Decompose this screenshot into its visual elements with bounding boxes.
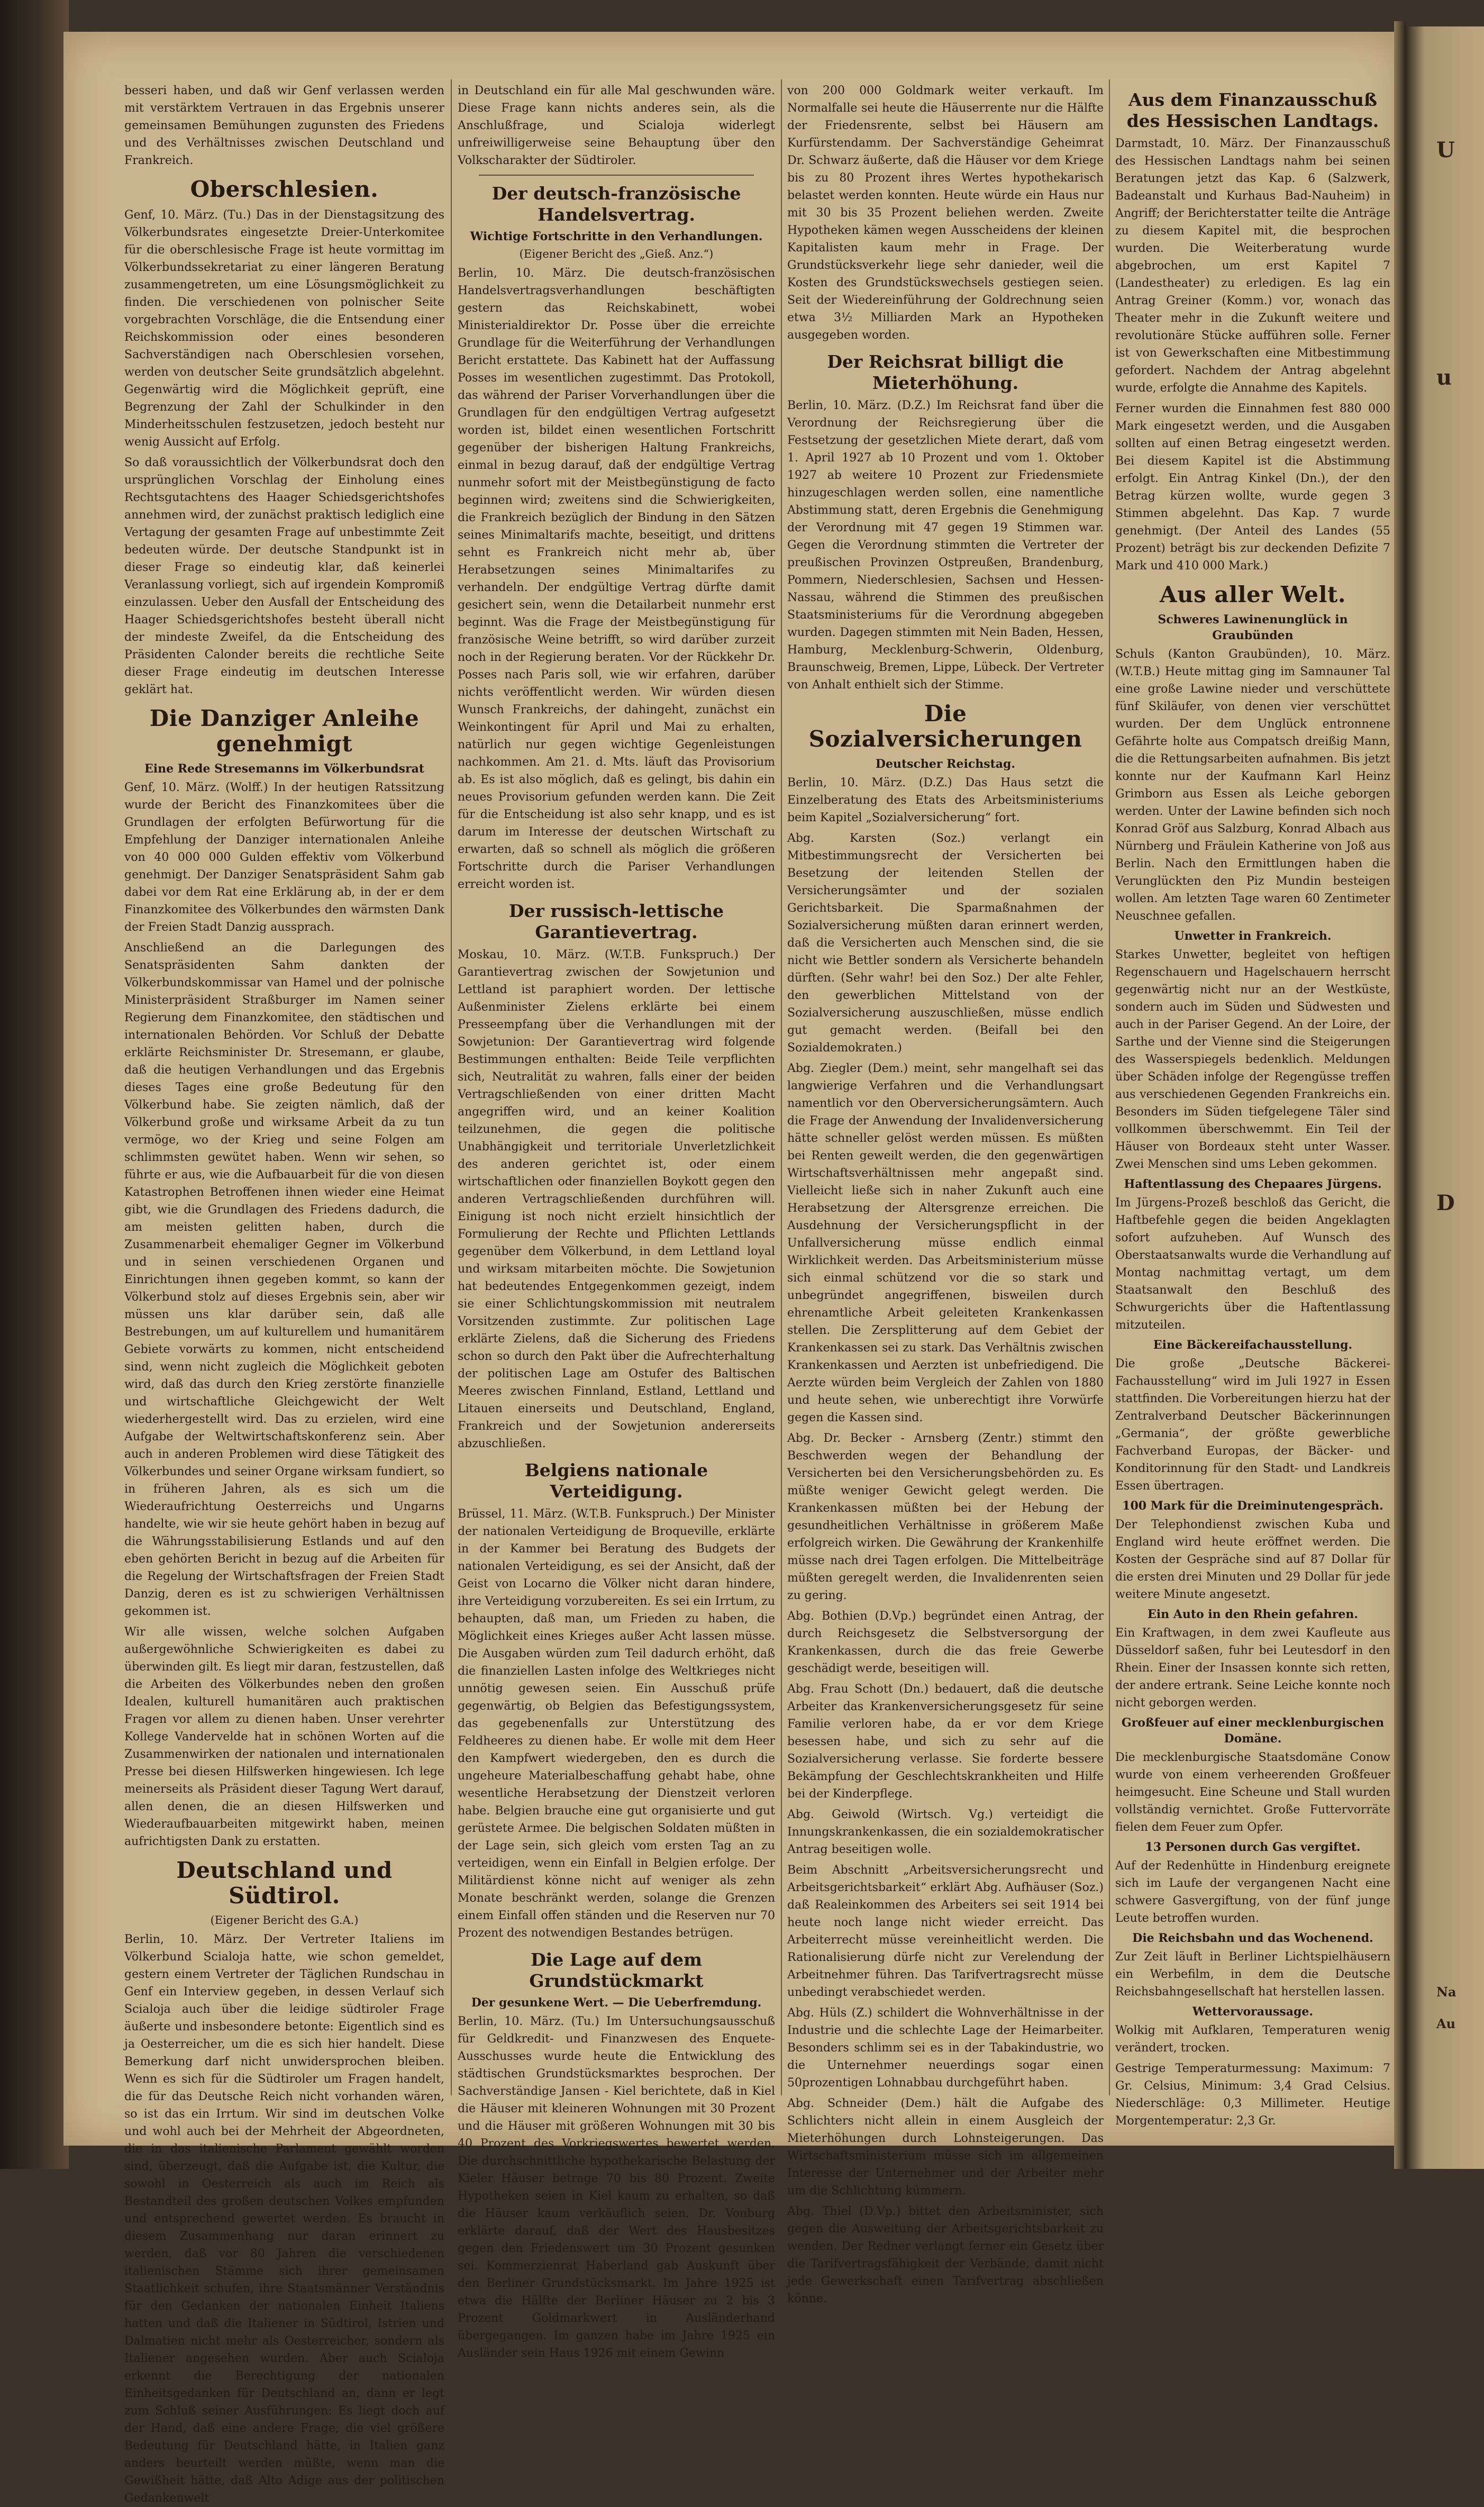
column-3 bbox=[787, 82, 1104, 2305]
article-subheadline: 13 Personen durch Gas vergiftet. bbox=[1145, 1840, 1361, 1854]
article-paragraph: Ein Kraftwagen, in dem zwei Kaufleute aus Düsseldorf saßen, fuhr bei Leutesdorf in den Rhein. Einer der Insassen konnte sich retten, der andere ertrank. Seine Leiche konnte noch nicht geborgen werden. bbox=[1115, 1627, 1390, 1710]
article-paragraph: Abg. Karsten (Soz.) verlangt ein Mitbestimmungsrecht der Versicherten bei Besetzung der leitenden Stellen der Versicherungsämter und der sozialen Gerichtsbarkeit. Die Sparmaßnahmen der Sozialversicherung müßten daran erinnert werden, daß die Versicherten auch Menschen sind, die sie nicht wie Bettler sondern als Versicherte behandeln dürften. (Sehr wahr! bei den Soz.) Der alte Fehler, den gewerblichen Mittelstand von der Sozialversicherung auszuschließen, müsse endlich gut gemacht werden. (Beifall bei den Sozialdemokraten.) bbox=[787, 832, 1104, 1055]
article-paragraph: Starkes Unwetter, begleitet von heftigen Regenschauern und Hagelschauern herrscht gegenwärtig nicht nur an der Westküste, sondern auch im Süden und Südwesten und auch in der Pariser Gegend. An der Loire, der Sarthe und der Vienne sind die Steigerungen des Wasserspiegels bedenklich. Meldungen über Schäden infolge der Regengüsse treffen aus verschiedenen Gegenden Frankreichs ein. Besonders im Süden tiefgelegene Täler sind vollkommen überschwemmt. Ein Teil der Häuser von Bordeaux steht unter Wasser. Zwei Menschen sind ums Leben gekommen. bbox=[1115, 948, 1390, 1171]
article-subheadline: Ein Auto in den Rhein gefahren. bbox=[1147, 1607, 1358, 1621]
article-paragraph: Abg. Thiel (D.Vp.) bittet den Arbeitsminister, sich gegen die Ausweitung der Arbeitsgerichtsbarkeit zu wenden. Der Redner verlangt ferner ein Gesetz über die Tarifvertragsfähigkeit der Verbände, damit nicht jede Gewerkschaft einen Tarifvertrag abschließen könne. bbox=[787, 2205, 1104, 2305]
article-paragraph: Abg. Frau Schott (Dn.) bedauert, daß die deutsche Arbeiter das Krankenversicherungsgesetz für seine Familie verloren habe, da er vor dem Kriege besessen habe, und sich zu sehr auf die Sozialversicherung verlasse. Sie forderte bessere Bekämpfung der Geschlechtskrankheiten und Hilfe bei der Kinderpflege. bbox=[787, 1683, 1104, 1801]
article-headline: Der deutsch-französische Handelsvertrag. bbox=[491, 183, 741, 225]
article-paragraph: So daß voraussichtlich der Völkerbundsrat doch den ursprünglichen Vorschlag der Einholung eines Rechtsgutachtens des Haager Schiedsgerichtshofes annehmen wird, der zunächst praktisch lediglich eine Vertagung der gesamten Frage auf unbestimmte Zeit bedeuten würde. Der deutsche Standpunkt ist in dieser Frage so eindeutig klar, daß keinerlei Veranlassung vorliegt, sich auf irgendein Kompromiß einzulassen. Ueber den Ausfall der Entscheidung des Haager Schiedsgerichtshofes besteht überall nicht der mindeste Zweifel, da die Entscheidung des Präsidenten Calonder bereits die rechtliche Seite dieser Frage eindeutig im deutschen Interesse geklärt hat. bbox=[124, 456, 444, 696]
strip-fragment: U bbox=[1436, 138, 1455, 162]
article-headline: Oberschlesien. bbox=[190, 176, 379, 202]
article-paragraph: Darmstadt, 10. März. Der Finanzausschuß des Hessischen Landtags nahm bei seinen Beratungen jetzt das Kap. 6 (Salzwerk, Badeanstalt und Kurhaus Bad-Nauheim) in Angriff; der Berichterstatter teilte die Anträge zu diesem Kapitel mit, die besprochen wurden. Die Weiterberatung wurde abgebrochen, um erst Kapitel 7 (Landestheater) zu erledigen. Es lag ein Antrag Greiner (Komm.) vor, wonach das Theater mehr in die Zukunft weitere und revolutionäre Stücke aufführen solle. Ferner ist von Gewerkschaften eine Mitbestimmung gefordert. Nachdem der Antrag abgelehnt wurde, erfolgte die Annahme des Kapitels. bbox=[1115, 137, 1390, 395]
article-headline: Aus dem Finanzausschuß des Hessischen Landtags. bbox=[1126, 89, 1379, 131]
article-paragraph: in Deutschland ein für alle Mal geschwunden wäre. Diese Frage kann nichts anderes sein, als die Anschlußfrage, und Scialoja widerlegt unfreiwilligerweise seine Behauptung über den Volkscharakter der Südtiroler. bbox=[458, 84, 775, 167]
article-paragraph: von 200 000 Goldmark weiter verkauft. Im Normalfalle sei heute die Häuserrente nur die Hälfte der Friedensrente, selbst bei Häusern am Kurfürstendamm. Der Sachverständige Geheimrat Dr. Schwarz äußerte, daß die Häuser vor dem Kriege bis zu 80 Prozent ihres Wertes hypothekarisch belastet werden konnten. Heute würde ein Haus nur mit 30 bis 35 Prozent beliehen werden. Zweite Hypotheken kämen wegen Ausscheidens der kleinen Kapitalisten kaum mehr in Frage. Der Grundstücksverkehr liege sehr danieder, weil die Kosten des Grundstückswechsels gestiegen seien. Seit der Wiedereinführung der Goldrechnung seien etwa 3½ Milliarden Mark an Hypotheken ausgegeben worden. bbox=[787, 84, 1104, 342]
strip-fragment: Na bbox=[1436, 1984, 1456, 2000]
article-subheadline: Unwetter in Frankreich. bbox=[1174, 929, 1332, 943]
article-paragraph: Abg. Schneider (Dem.) hält die Aufgabe des Schlichters nicht allein in einem Ausgleich der Mieterhöhungen durch Lohnsteigerungen. Das Wirtschaftsministerium müsse sich im allgemeinen Interesse der Unternehmer und der Arbeiter mehr um die Schlichtung kümmern. bbox=[787, 2097, 1104, 2197]
article-paragraph: Abg. Geiwold (Wirtsch. Vg.) verteidigt die Innungskrankenkassen, die ein sozialdemokratischer Antrag beseitigen wolle. bbox=[787, 1808, 1104, 1856]
article-subheadline: 100 Mark für die Dreiminutengespräch. bbox=[1122, 1499, 1383, 1513]
article-paragraph: Abg. Ziegler (Dem.) meint, sehr mangelhaft sei das langwierige Verfahren und die Verhandlungsart namentlich vor den Oberversicherungsämtern. Auch die Frage der Anwendung der Invalidenversicherung hätte schneller gelöst werden müssen. Es müßten bei Renten geweilt werden, die den gegenwärtigen Wirtschaftsverhältnissen mehr angepaßt sind. Vielleicht ließe sich in naher Zukunft auch eine Herabsetzung der Altersgrenze erreichen. Die Ausdehnung der Versicherungspflicht in der Unfallversicherung müsse endlich einmal Wirklichkeit werden. Das Arbeitsministerium müsse sich einmal schützend vor die so stark und unbegründet angegriffenen, bisweilen durch ehrenamtliche Arbeit geleiteten Krankenkassen stellen. Die Zersplitterung auf dem Gebiet der Krankenkassen sei zu stark. Das Verhältnis zwischen Krankenkassen und Aerzten ist unbefriedigend. Die Aerzte würden beim Vergleich der Zahlen von 1880 und heute sehen, wie unberechtigt ihre Vorwürfe gegen die Kassen sind. bbox=[787, 1062, 1104, 1424]
article-divider bbox=[479, 175, 754, 176]
scan-shadow-left bbox=[0, 0, 69, 2169]
article-paragraph: Abg. Hüls (Z.) schildert die Wohnverhältnisse in der Industrie und die schlechte Lage der Heimarbeiter. Besonders schlimm sei es in der Tabakindustrie, wo die Unternehmer neuerdings sogar einen 50prozentigen Lohnabbau durchgeführt haben. bbox=[787, 2006, 1104, 2090]
article-paragraph: besseri haben, und daß wir Genf verlassen werden mit verstärktem Vertrauen in das Ergebnis unserer gemeinsamen Bemühungen zugunsten des Friedens und des Verhältnisses zwischen Deutschland und Frankreich. bbox=[124, 84, 444, 167]
article-subheadline: Der gesunkene Wert. — Die Ueberfremdung. bbox=[471, 1996, 762, 2010]
column-rule bbox=[1109, 79, 1110, 2095]
article-paragraph: Gestrige Temperaturmessung: Maximum: 7 Gr. Celsius, Minimum: 3,4 Grad Celsius. Niederschläge: 0,3 Millimeter. Heutige Morgentemperatur: 2,3 Gr. bbox=[1115, 2062, 1390, 2128]
article-subheadline: Eine Rede Stresemanns im Völkerbundsrat bbox=[144, 762, 425, 776]
article-headline: Belgiens nationale Verteidigung. bbox=[524, 1460, 708, 1502]
article-paragraph: Brüssel, 11. März. (W.T.B. Funkspruch.) Der Minister der nationalen Verteidigung de Broqueville, erklärte in der Kammer bei Beratung des Budgets der nationalen Verteidigung, es sei der Ansicht, daß der Geist von Locarno die Völker nicht daran hindere, ihre Verteidigung vorzubereiten. Es sei ein Irrtum, zu behaupten, daß man, um Frieden zu haben, die Möglichkeit eines Krieges außer Acht lassen müsse. Die Ausgaben würden zum Teil dadurch erhöht, daß die finanziellen Lasten infolge des Weltkrieges nicht unnötig gewesen seien. Ein Ausschuß prüfe gegenwärtig, ob Belgien das Befestigungssystem, das gegebenenfalls zur Unterstützung des Feldheeres zu dienen habe. Er wolle mit dem Heer den Kampfwert wiedergeben, den es durch die ungeheure Materialbeschaffung gehabt habe, ohne wesentliche Herabsetzung der Dienstzeit verloren habe. Belgien brauche eine gut organisierte und gut gerüstete Armee. Die belgischen Soldaten müßten in der Lage sein, sich gleich vom ersten Tag an zu verteidigen, wenn ein Einfall in Belgien erfolge. Der Militärdienst könne nicht auf weniger als zehn Monate beschränkt werden, solange die Grenzen einem Einfall offen ständen und die Reserven nur 70 Prozent des notwendigen Bestandes betrügen. bbox=[458, 1507, 775, 1940]
article-paragraph: Schuls (Kanton Graubünden), 10. März. (W.T.B.) Heute mittag ging im Samnauner Tal eine große Lawine nieder und verschüttete fünf Skiläufer, von denen vier verschüttet wurden. Der dem Unglück entronnene Gefährte holte aus Compatsch dreißig Mann, die die Rettungsarbeiten aufnahmen. Bis jetzt konnte nur der Kaufmann Karl Heinz Grimborn aus Essen als Leiche geborgen werden. Unter der Lawine befinden sich noch Konrad Gröf aus Salzburg, Konrad Albach aus Nürnberg und Fräulein Katherine von Joß aus Berlin. Nach den Ermittlungen haben die Verunglückten den Piz Mundin besteigen wollen. Am letzten Tage waren 60 Zentimeter Neuschnee gefallen. bbox=[1115, 648, 1390, 923]
article-paragraph: Die große „Deutsche Bäckerei-Fachausstellung“ wird im Juli 1927 in Essen stattfinden. Die Vorbereitungen hierzu hat der Zentralverband Deutscher Bäckerinnungen „Germania“, der größte gewerbliche Fachverband Europas, der Bäcker- und Konditorinnung für den Stadt- und Landkreis Essen übertragen. bbox=[1115, 1357, 1390, 1493]
article-subheadline: Die Reichsbahn und das Wochenend. bbox=[1132, 1931, 1373, 1945]
article-subheadline: Eine Bäckereifachausstellung. bbox=[1153, 1338, 1353, 1352]
article-paragraph: Ferner wurden die Einnahmen fest 880 000 Mark eingesetzt werden, und die Ausgaben sollten auf einen Betrag eingesetzt werden. Bei diesem Kapitel ist die Abstimmung erfolgt. Ein Antrag Kinkel (Dn.), der den Betrag kürzen wollte, wurde gegen 3 Stimmen abgelehnt. Das Kap. 7 wurde genehmigt. (Der Anteil des Landes (55 Prozent) beträgt bis zur deckenden Defizite 7 Mark und 410 000 Mark.) bbox=[1115, 402, 1390, 573]
article-byline: (Eigener Bericht des G.A.) bbox=[210, 1914, 359, 1927]
article-byline: (Eigener Bericht des „Gieß. Anz.“) bbox=[519, 248, 714, 260]
article-paragraph: Beim Abschnitt „Arbeitsversicherungsrecht und Arbeitsgerichtsbarkeit“ erklärt Abg. Aufhäuser (Soz.) daß Realeinkommen des Arbeiters sei seit 1914 bei heute noch lange nicht wieder erreicht. Das Arbeiterrecht müsse vereinheitlicht werden. Die Rationalisierung dürfe nicht zur Verelendung der Arbeitnehmer führen. Das Tarifvertragsrecht müsse unbedingt verabschiedet werden. bbox=[787, 1864, 1104, 1999]
article-headline: Der russisch-lettische Garantievertrag. bbox=[508, 901, 724, 942]
strip-fragment: D bbox=[1436, 1191, 1455, 1215]
article-headline: Die Lage auf dem Grundstückmarkt bbox=[529, 1949, 704, 1991]
article-paragraph: Genf, 10. März. (Tu.) Das in der Dienstagsitzung des Völkerbundsrates eingesetzte Dreier-Unterkomitee für die oberschlesische Frage ist heute vormittag im Völkerbundssekretariat zu einer längeren Beratung zusammengetreten, um eine Lösungsmöglichkeit zu finden. Die verschiedenen von polnischer Seite vorgebrachten Vorschläge, die die Entsendung einer Reichskommission oder eines besonderen Sachverständigen nach Oberschlesien vorsehen, werden von deutscher Seite grundsätzlich abgelehnt. Gegenwärtig wird die Möglichkeit geprüft, eine Begrenzung der Zahl der Schulkinder in den Minderheitsschulen festzusetzen, jedoch besteht nur wenig Aussicht auf Erfolg. bbox=[124, 208, 444, 449]
article-paragraph: Moskau, 10. März. (W.T.B. Funkspruch.) Der Garantievertrag zwischen der Sowjetunion und Lettland ist paraphiert worden. Der lettische Außenminister Zielens erklärte bei einem Presseempfang über die Verhandlungen mit der Sowjetunion: Der Garantievertrag wird folgende Bestimmungen enthalten: Beide Teile verpflichten sich, Neutralität zu wahren, falls einer der beiden Vertragschließenden von einer dritten Macht angegriffen wird, und an keiner Koalition teilzunehmen, die gegen die politische Unabhängigkeit und territoriale Unverletzlichkeit des anderen gerichtet ist, oder einem wirtschaftlichen oder finanziellen Boykott gegen den anderen Vertragschließenden durchführen will. Einigung ist noch nicht erzielt hinsichtlich der Formulierung der Rechte und Pflichten Lettlands gegenüber dem Völkerbund, in dem Lettland loyal und wirksam mitarbeiten möchte. Die Sowjetunion hat bedeutendes Entgegenkommen gezeigt, indem sie einer Schlichtungskommission mit neutralem Vorsitzenden zustimmte. Zur politischen Lage erklärte Zielens, daß die Sicherung des Friedens schon so durch den Pakt über die Aufrechterhaltung der politischen Lage am Ostufer des Baltischen Meeres zwischen Finnland, Estland, Lettland und Litauen einerseits und Deutschland, England, Frankreich und der Sowjetunion andererseits abzuschließen. bbox=[458, 948, 775, 1450]
article-paragraph: Genf, 10. März. (Wolff.) In der heutigen Ratssitzung wurde der Bericht des Finanzkomitees über die Grundlagen der erfolgten Befürwortung für die Empfehlung der Danziger internationalen Anleihe von 40 000 000 Gulden effektiv vom Völkerbund genehmigt. Der Danziger Senatspräsident Sahm gab dabei vor dem Rat eine Erklärung ab, in der er dem Finanzkomitee des Völkerbundes den wärmsten Dank der Freien Stadt Danzig aussprach. bbox=[124, 781, 444, 934]
article-headline: Die Danziger Anleihe genehmigt bbox=[149, 705, 420, 757]
column-2 bbox=[458, 82, 775, 2360]
article-headline: Der Reichsrat billigt die Mieterhöhung. bbox=[827, 351, 1064, 393]
article-paragraph: Berlin, 10. März. Die deutsch-französischen Handelsvertragsverhandlungen beschäftigten gestern das Reichskabinett, wobei Ministerialdirektor Dr. Posse über die erreichte Grundlage für die Weiterführung der Verhandlungen Bericht erstattete. Das Kabinett hat der Auffassung Posses im wesentlichen zugestimmt. Das Protokoll, das während der Pariser Vorverhandlungen über die Grundlagen für den endgültigen Vertrag aufgesetzt worden ist, bildet einen wesentlichen Fortschritt gegenüber der bisherigen Haltung Frankreichs, einmal in bezug darauf, daß der endgültige Vertrag nunmehr sofort mit der Meistbegünstigung de facto beginnen wird; zweitens sind die Schwierigkeiten, die Frankreich bezüglich der Bindung in den Sätzen seines Minimaltarifs machte, beseitigt, und drittens sehnt es Frankreich nicht mehr ab, über Herabsetzungen seines Minimaltarifes zu verhandeln. Der endgültige Vertrag dürfte damit gesichert sein, wenn die Detailarbeit nunmehr erst beginnt. Was die Frage der Meistbegünstigung für französische Weine betrifft, so wird darüber zurzeit noch in der Regierung beraten. Vor der Rückkehr Dr. Posses nach Paris soll, wie wir erfahren, darüber nichts veröffentlicht werden. Wir würden diesen Wunsch Frankreichs, der dahingeht, zunächst ein Weinkontingent für April und Mai zu erhalten, natürlich nur gegen wichtige Gegenleistungen nachkommen. Am 21. d. Mts. läuft das Provisorium ab. Es ist also möglich, daß es gelingt, bis dahin ein neues Provisorium gefunden werden kann. Die Zeit für die Entscheidung ist also sehr knapp, und es ist darum im Interesse der deutschen Wirtschaft zu erwarten, daß so schnell als möglich die größeren Fortschritte durch die Pariser Verhandlungen erreicht worden ist. bbox=[458, 267, 775, 891]
article-paragraph: Berlin, 10. März. (Tu.) Im Untersuchungsausschuß für Geldkredit- und Finanzwesen des Enquete-Ausschusses wurde heute die Entwicklung des städtischen Grundstücksmarktes besprochen. Der Sachverständige Jansen - Kiel berichtete, daß in Kiel die Häuser mit kleineren Wohnungen mit 30 Prozent und die Häuser mit größeren Wohnungen mit 30 bis 40 Prozent des Vorkriegswertes bewertet werden. Die durchschnittliche hypothekarische Belastung der Kieler Häuser betrage 70 bis 80 Prozent. Zweite Hypotheken seien in Kiel kaum zu erhalten, so daß die Häuser kaum verkäuflich seien. Dr. Vonburg erklärte darauf, daß der Wert des Hausbesitzes gegen den Friedenswert um 30 Prozent gesunken sei. Kommerzienrat Haberland gab Auskunft über den Berliner Grundstücksmarkt. Im Jahre 1925 ist etwa die Hälfte der Berliner Häuser zu 2 bis 3 Prozent Goldmarkwert in Ausländerhand übergegangen. Im ganzen habe im Jahre 1925 ein Ausländer sein Haus 1926 mit einem Gewinn bbox=[458, 2015, 775, 2360]
article-headline: Aus aller Welt. bbox=[1160, 582, 1346, 607]
article-subheadline: Großfeuer auf einer mecklenburgischen Domäne. bbox=[1121, 1716, 1385, 1746]
article-paragraph: Berlin, 10. März. Der Vertreter Italiens im Völkerbund Scialoja hatte, wie schon gemeldet, gestern einem Vertreter der Täglichen Rundschau in Genf ein Interview gegeben, in dessen Verlauf sich Scialoja auch über die leidige südtiroler Frage äußerte und insbesondere betonte: Eigentlich sind es ja Oesterreicher, um die es sich hier handelt. Diese Bemerkung darf nicht unwidersprochen bleiben. Wenn es sich für die Südtiroler um Fragen handelt, die für das Deutsche Reich nicht vorhanden wären, so ist das ein Irrtum. Wir sind im deutschen Volke und wohl auch bei der Mehrheit der Abgeordneten, die in das italienische Parlament gewählt worden sind, überzeugt, daß die Aufgabe ist, die Kultur, die sowohl in Oesterreich als auch im Reich als Bestandteil des großen deutschen Volkes empfunden und entsprechend gewertet werden. Es braucht in diesem Zusammenhang nur daran erinnert zu werden, daß vor 80 Jahren die verschiedenen italienischen Stämme sich ihrer gemeinsamen Staatlichkeit schufen, ihre Staatsmänner Verständnis für den Gedanken der nationalen Einheit Italiens hatten und daß die Italiener in Südtirol, Istrien und Dalmatien nicht mehr als Oesterreicher, sondern als Italiener angesehen wurden. Aber auch Scialoja erkennt die Berechtigung der nationalen Einheitsgedanken für Deutschland an, dann er legt zum Schluß seiner Ausführungen: Es liegt doch auf der Hand, daß eine andere Frage, die viel größere Bedeutung für Deutschland hätte, in Italien ganz anders beurteilt werden müßte, wenn man die Gewißheit hätte, daß Alto Adige aus der politischen Gedankenwelt bbox=[124, 1933, 444, 2505]
article-paragraph: Wolkig mit Aufklaren, Temperaturen wenig verändert, trocken. bbox=[1115, 2024, 1390, 2055]
article-headline: Die Sozialversicherungen bbox=[808, 701, 1082, 752]
article-paragraph: Auf der Redenhütte in Hindenburg ereignete sich im Laufe der vergangenen Nacht eine schwere Gasvergiftung, von der fünf junge Leute betroffen wurden. bbox=[1115, 1859, 1390, 1925]
article-paragraph: Die mecklenburgische Staatsdomäne Conow wurde von einem verheerenden Großfeuer heimgesucht. Eine Scheune und Stall wurden vollständig vernichtet. Große Futtervorräte fielen dem Feuer zum Opfer. bbox=[1115, 1751, 1390, 1834]
article-paragraph: Berlin, 10. März. (D.Z.) Das Haus setzt die Einzelberatung des Etats des Arbeitsministeriums beim Kapitel „Sozialversicherung“ fort. bbox=[787, 776, 1104, 824]
article-paragraph: Anschließend an die Darlegungen des Senatspräsidenten Sahm dankten der Völkerbundskommissar van Hamel und der polnische Ministerpräsident Straßburger im Namen seiner Regierung dem Finanzkomitee, den städtischen und internationalen Behörden. Vor Schluß der Debatte erklärte Reichsminister Dr. Stresemann, er glaube, daß die heutigen Verhandlungen und das Ergebnis dieses Tages eine große Bedeutung für den Völkerbund habe. Sie zeigten nämlich, daß der Völkerbund große und wirksame Arbeit da zu tun vermöge, wo der Krieg und seine Folgen am schlimmsten gewütet haben. Wenn wir sehen, so führte er aus, wie die Aufbauarbeit für die von diesen Katastrophen Betroffenen ihnen wieder eine Heimat gibt, wie die Grundlagen des Friedens dadurch, die am meisten gelitten haben, durch die Zusammenarbeit ehemaliger Gegner im Völkerbund und in seinen verschiedenen Organen und Einrichtungen ihnen gegeben kommt, so kann der Völkerbund stolz auf dieses Ergebnis sein, aber wir müssen uns klar darüber sein, daß alle Bestrebungen, um auf kulturellem und humanitärem Gebiete vorwärts zu kommen, nicht entscheidend sind, wenn nicht zugleich die Möglichkeit geboten wird, daß das durch den Krieg zerstörte finanzielle und wirtschaftliche Gleichgewicht der Welt wiederhergestellt wird. Das zu erzielen, wird eine Aufgabe der Weltwirtschaftskonferenz sein. Aber auch in anderen Problemen wird diese Tätigkeit des Völkerbundes und seiner Organe wirksam fundiert, so in früheren Jahren, als es sich um die Wiederaufrichtung Oesterreichs und Ungarns handelte, wie wir sie heute gehört haben in bezug auf die Währungsstabilisierung Estlands und auf den eben gehörten Bericht in bezug auf die Arbeiten für die Regelung der Wirtschaftsfragen der Freien Stadt Danzig, deren es ist zu schwierigen Verhältnissen gekommen ist. bbox=[124, 941, 444, 1618]
article-subheadline: Haftentlassung des Chepaares Jürgens. bbox=[1124, 1177, 1382, 1191]
article-paragraph: Der Telephondienst zwischen Kuba und England wird heute eröffnet werden. Die Kosten der Gespräche sind auf 87 Dollar für die ersten drei Minuten und 29 Dollar für jede weitere Minute angesetzt. bbox=[1115, 1518, 1390, 1601]
article-subheadline: Wichtige Fortschritte in den Verhandlungen. bbox=[470, 230, 763, 243]
article-subheadline: Deutscher Reichstag. bbox=[875, 757, 1016, 771]
article-paragraph: Zur Zeit läuft in Berliner Lichtspielhäusern ein Werbefilm, in dem die Deutsche Reichsbahngesellschaft hat herstellen lassen. bbox=[1115, 1950, 1390, 1999]
article-subheadline: Schweres Lawinenunglück in Graubünden bbox=[1158, 613, 1348, 642]
column-rule bbox=[451, 79, 452, 2095]
column-1 bbox=[124, 82, 444, 2505]
adjacent-page-strip bbox=[1405, 26, 1484, 2169]
article-paragraph: Abg. Bothien (D.Vp.) begründet einen Antrag, der durch Reichsgesetz die Selbstversorgung der Krankenkassen, durch die das freie Gewerbe geschädigt werde, beseitigen will. bbox=[787, 1610, 1104, 1675]
article-paragraph: Im Jürgens-Prozeß beschloß das Gericht, die Haftbefehle gegen die beiden Angeklagten sofort aufzuheben. Auf Wunsch des Oberstaatsanwalts wurde die Verhandlung auf Montag nachmittag vertagt, um dem Staatsanwalt den Beschluß des Schwurgerichts über die Haftentlassung mitzuteilen. bbox=[1115, 1196, 1390, 1332]
page-fold bbox=[1394, 21, 1406, 2169]
strip-fragment: u bbox=[1436, 365, 1452, 390]
article-subheadline: Wettervoraussage. bbox=[1192, 2005, 1314, 2019]
column-rule bbox=[781, 79, 782, 2095]
article-paragraph: Berlin, 10. März. (D.Z.) Im Reichsrat fand über die Verordnung der Reichsregierung über die Festsetzung der gesetzlichen Miete derart, daß vom 1. April 1927 ab 10 Prozent und vom 1. Oktober 1927 ab weitere 10 Prozent zur Friedensmiete hinzugeschlagen werden sollen, eine namentliche Abstimmung statt, deren Ergebnis die Genehmigung der Verordnung mit 47 gegen 19 Stimmen war. Gegen die Verordnung stimmten die Vertreter der preußischen Provinzen Ostpreußen, Brandenburg, Pommern, Niederschlesien, Sachsen und Hessen-Nassau, während die Stimmen des preußischen Staatsministeriums für die Verordnung abgegeben wurden. Dagegen stimmten mit Nein Baden, Hessen, Hamburg, Mecklenburg-Schwerin, Oldenburg, Braunschweig, Bremen, Lippe, Lübeck. Der Vertreter von Anhalt enthielt sich der Stimme. bbox=[787, 399, 1104, 692]
article-headline: Deutschland und Südtirol. bbox=[176, 1857, 393, 1909]
column-4 bbox=[1115, 82, 1390, 2128]
article-paragraph: Wir alle wissen, welche solchen Aufgaben außergewöhnliche Schwierigkeiten es dabei zu überwinden gilt. Es liegt mir daran, festzustellen, daß die Arbeiten des Völkerbundes neben den großen Idealen, kulturell humanitären auch praktischen Fragen vor allem zu dienen haben. Unser verehrter Kollege Vandervelde hat in schönen Worten auf die Zusammenwirken der nationalen und internationalen Presse bei diesen Hilfswerken hingewiesen. Ich lege meinerseits als Präsident dieser Tagung Wert darauf, allen denen, die an diesen Hilfswerken und Wiederaufbauarbeiten mitgewirkt haben, meinen aufrichtigsten Dank zu erstatten. bbox=[124, 1625, 444, 1848]
article-paragraph: Abg. Dr. Becker - Arnsberg (Zentr.) stimmt den Beschwerden wegen der Behandlung der Versicherten bei den Versicherungsbehörden zu. Es müßte weniger Gewicht gelegt werden. Die Krankenkassen müßten bei der Hebung der gesundheitlichen Verhältnisse in größerem Maße erfolgreich wirken. Die Gewährung der Krankenhilfe müsse nach drei Tagen erfolgen. Die Mittelbeiträge müßten geregelt werden, die Invalidenrenten seien zu gering. bbox=[787, 1432, 1104, 1602]
strip-fragment: Au bbox=[1436, 2016, 1456, 2031]
